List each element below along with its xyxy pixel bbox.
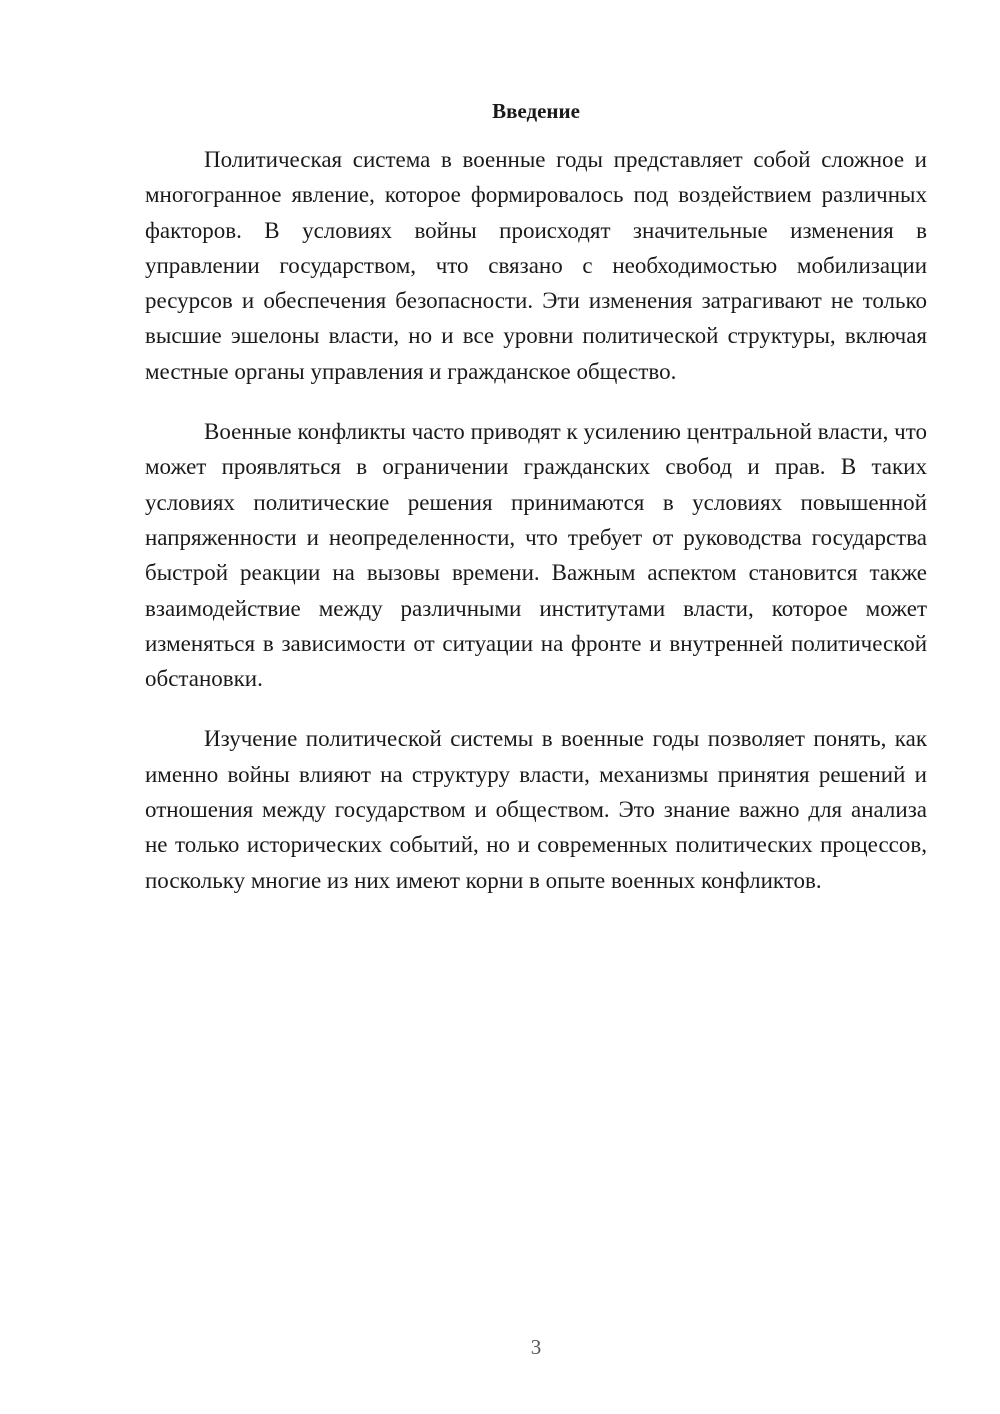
body-text	[145, 142, 927, 923]
paragraph-1: Политическая система в военные годы представляет собой сложное и многогранное явление, которое формировалось под воздействием различных факторов. В условиях войны происходят значительные изменения в управлении государством, что связано с необходимостью мобилизации ресурсов и обеспечения безопасности. Эти изменения затрагивают не только высшие эшелоны власти, но и все уровни политической структуры, включая местные органы управления и гражданское общество.	[145, 147, 927, 384]
paragraph-3: Изучение политической системы в военные годы позволяет понять, как именно войны влияют на структуру власти, механизмы принятия решений и отношения между государством и обществом. Это знание важно для анализа не только исторических событий, но и современных политических процессов, поскольку многие из них имеют корни в опыте военных конфликтов.	[145, 726, 927, 893]
section-title: Введение	[492, 99, 580, 123]
page-number: 3	[530, 1335, 542, 1359]
paragraph-2: Военные конфликты часто приводят к усилению центральной власти, что может проявляться в ограничении гражданских свобод и прав. В таких условиях политические решения принимаются в условиях повышенной напряженности и неопределенности, что требует от руководства государства быстрой реакции на вызовы времени. Важным аспектом становится также взаимодействие между различными институтами власти, которое может изменяться в зависимости от ситуации на фронте и внутренней политической обстановки.	[145, 419, 927, 692]
